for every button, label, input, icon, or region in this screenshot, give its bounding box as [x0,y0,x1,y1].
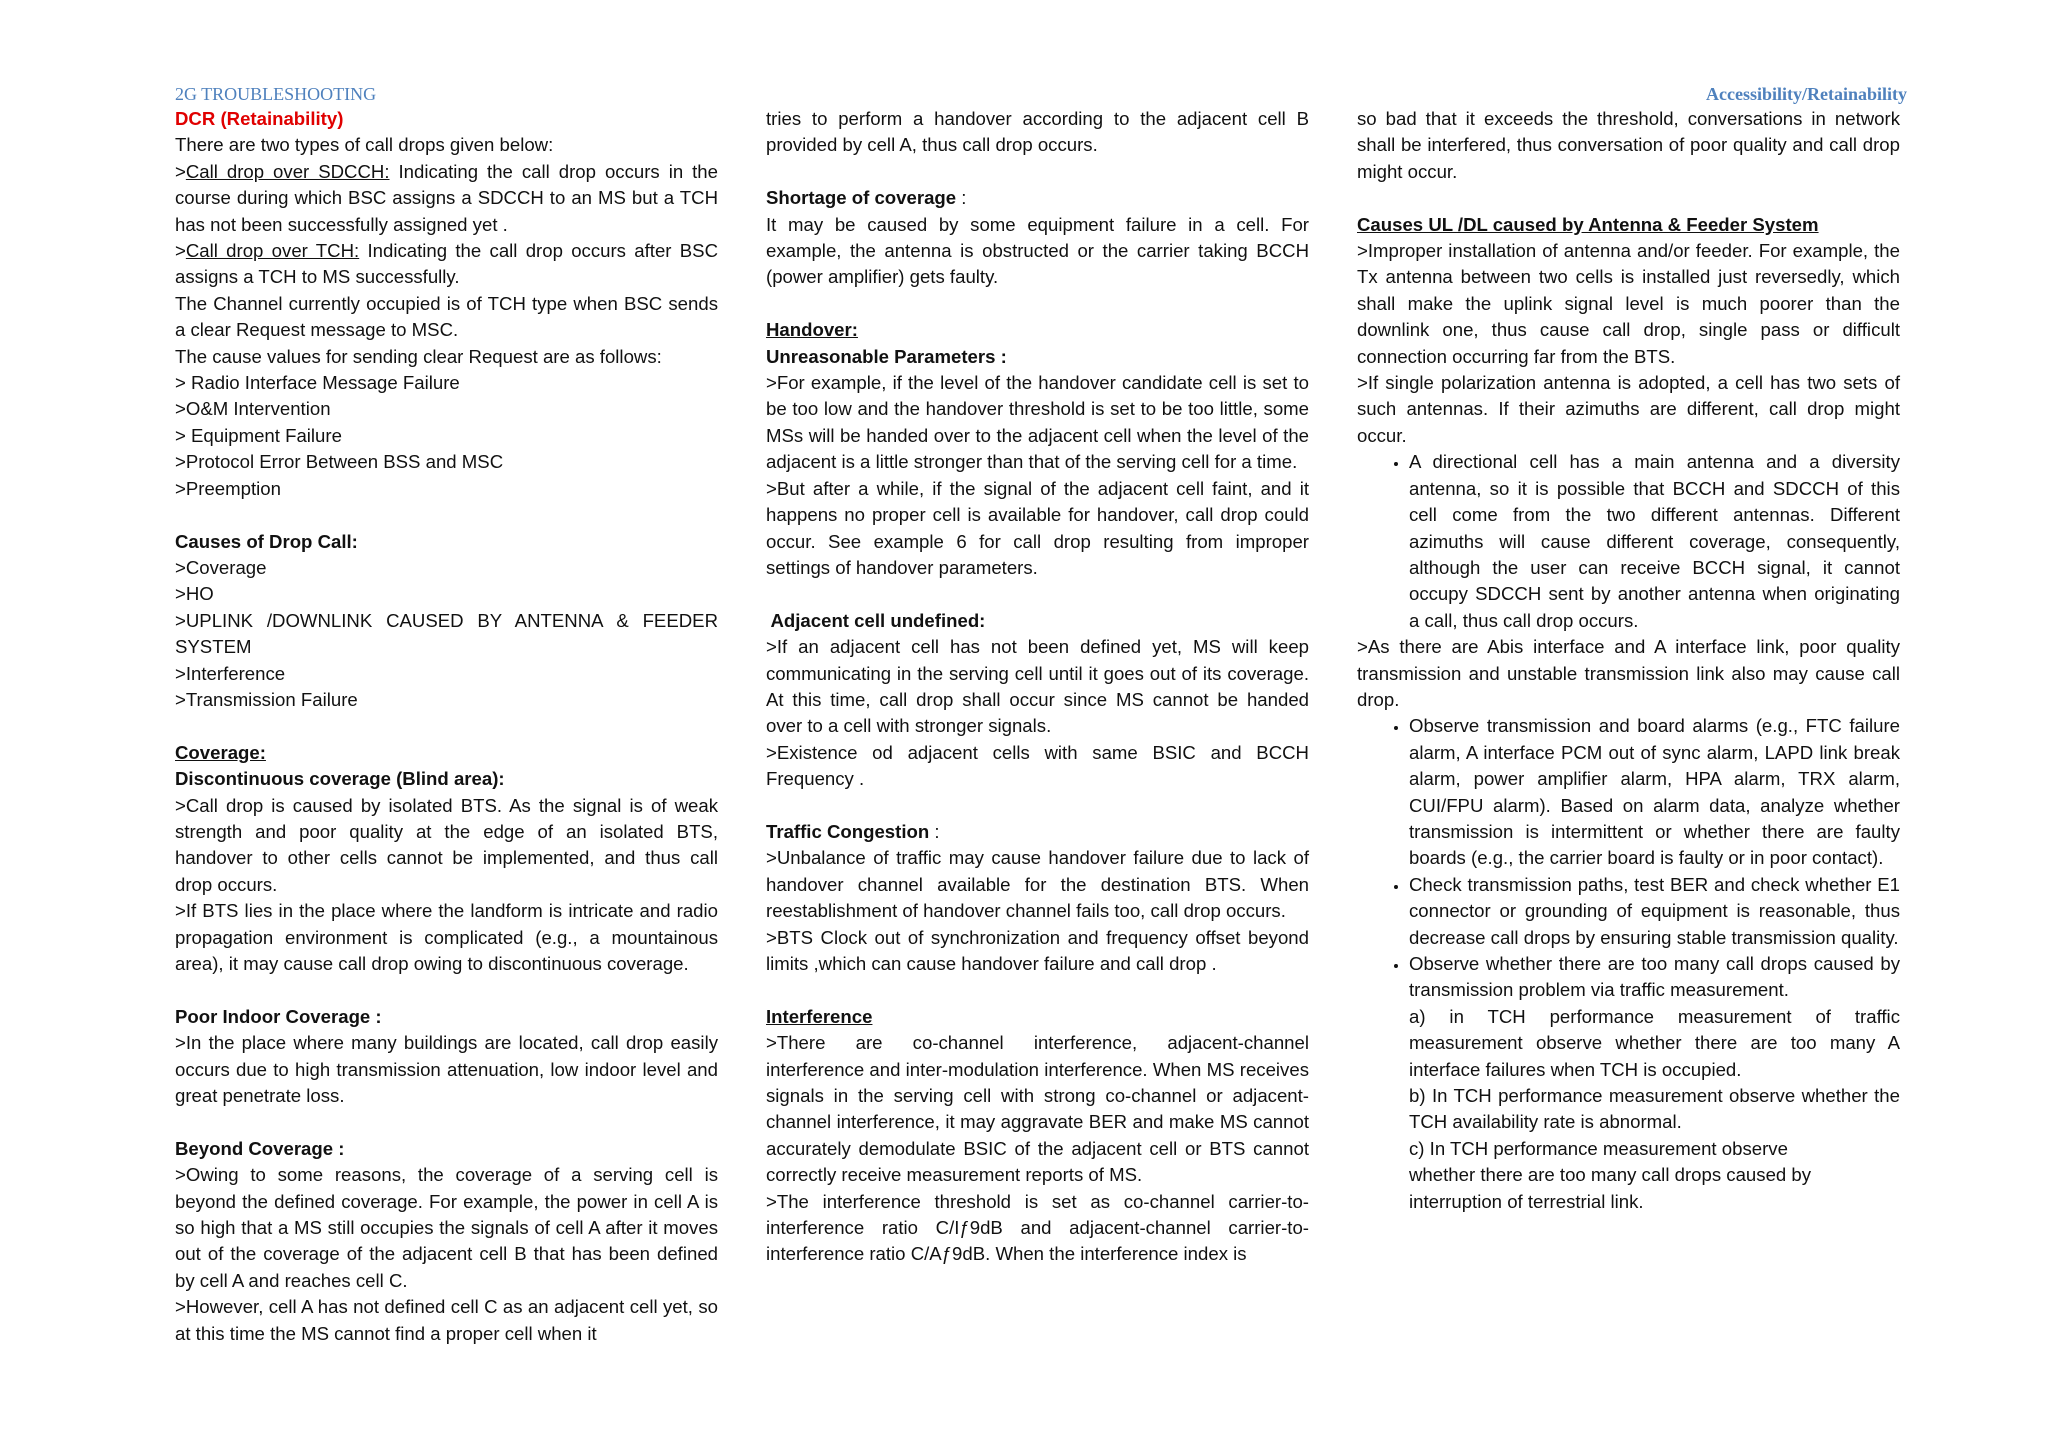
traffic-heading-line [766,819,1309,845]
drop-item: >UPLINK /DOWNLINK CAUSED BY ANTENNA & FEEDER SYSTEM [175,609,718,658]
unreasonable-paragraph-1: >For example, if the level of the handover candidate cell is set to be too low and the handover threshold is set to be too little, some MSs will be handed over to the adjacent cell when the level of the adjacent is a little stronger than that of the serving cell for a time. [766,372,1309,473]
cause-values-paragraph: The cause values for sending clear Request are as follows: [175,345,662,367]
spacer [1357,185,1900,211]
discontinuous-paragraph-1: >Call drop is caused by isolated BTS. As the signal is of weak strength and poor quality at the edge of an isolated BTS, handover to other cells cannot be implemented, and thus call drop occurs. [175,794,718,895]
section-title: DCR (Retainability) [175,108,344,129]
spacer [766,977,1309,1003]
bullet-item: • Observe transmission and board alarms (e.g., FTC failure alarm, A interface PCM out of sync alarm, LAPD link break alarm, power amplifier alarm, HPA alarm, TRX alarm, CUI/FPU alarm). Based on alarm data, analyze whether transmission is intermittent or whether there are faulty boards (e.g., the carrier board is faulty or in poor contact). [1409,713,1900,871]
beyond-heading: Beyond Coverage : [175,1137,345,1159]
interference-paragraph-1: >There are co-channel interference, adjacent-channel interference and inter-modulation interference. When MS receives signals in the serving cell with strong co-channel or adjacent-channel interference, it may aggravate BER and make MS cannot accurately demodulate BSIC of the adjacent cell or BTS cannot correctly receive measurement reports of MS. [766,1032,1309,1186]
cause-item: >Protocol Error Between BSS and MSC [175,451,504,473]
drop-item: >Interference [175,662,286,684]
tch-text: Indicating the call drop occurs after BSC assigns a TCH to MS successfully. [175,240,718,288]
antenna-heading: Causes UL /DL caused by Antenna & Feeder System [1357,213,1819,235]
bullet-item: • A directional cell has a main antenna and a diversity antenna, so it is possible that BCCH and SDCCH of this cell come from the two different antennas. Different azimuths will cause different coverage, consequently, although the user can receive BCCH signal, it cannot occupy SDCCH sent by another antenna when originating a call, thus call drop occurs. [1409,449,1900,634]
column-1 [175,106,718,1347]
cause-item: > Radio Interface Message Failure [175,372,460,394]
indoor-paragraph: >In the place where many buildings are located, call drop easily occurs due to high transmission attenuation, low indoor level and great penetrate loss. [175,1032,718,1107]
spacer [175,977,718,1003]
drop-item: >Transmission Failure [175,688,358,710]
traffic-paragraph-1: >Unbalance of traffic may cause handover failure due to lack of handover channel available for the destination BTS. When reestablishment of handover channel fails too, call drop occurs. [766,847,1309,922]
unreasonable-paragraph-2: >But after a while, if the signal of the adjacent cell faint, and it happens no proper cell is available for handover, call drop could occur. See example 6 for call drop resulting from improper settings of handover parameters. [766,477,1309,578]
abis-paragraph: >As there are Abis interface and A interface link, poor quality transmission and unstable transmission link also may cause call drop. [1357,636,1900,710]
column-2 [766,106,1309,1268]
sdcch-text: Indicating the call drop occurs in the course during which BSC assigns a SDCCH to an MS but a TCH has not been successfully assigned yet . [175,160,718,235]
prefix: > [175,240,186,262]
bullet-list-1 [1357,449,1900,634]
spacer [766,159,1309,185]
traffic-heading: Traffic Congestion [766,820,930,842]
adjacent-paragraph-2: >Existence od adjacent cells with same BSIC and BCCH Frequency . [766,741,1309,790]
handover-heading: Handover: [766,319,858,341]
channel-paragraph: The Channel currently occupied is of TCH type when BSC sends a clear Request message to MSC. [175,292,718,341]
antenna-paragraph-1: >Improper installation of antenna and/or feeder. For example, the Tx antenna between two cells is installed just reversedly, which shall make the uplink signal level is much poorer than the downlink one, thus cause call drop, single pass or difficult connection occurring far from the BTS. [1357,240,1900,367]
bullet-text: Observe whether there are too many call drops caused by transmission problem via traffic measurement. [1409,953,1900,1001]
prefix: > [175,160,186,182]
sub-item-c-line1: c) In TCH performance measurement observe [1409,1137,1788,1159]
coverage-heading: Coverage: [175,741,266,763]
traffic-colon: : [929,820,940,842]
sub-item-a: a) in TCH performance measurement of traffic measurement observe whether there are too many A interface failures when TCH is occupied. [1409,1005,1900,1080]
sub-item-b: b) In TCH performance measurement observe whether the TCH availability rate is abnormal. [1409,1085,1900,1133]
beyond-paragraph-1: >Owing to some reasons, the coverage of a serving cell is beyond the defined coverage. For example, the power in cell A is so high that a MS still occupies the signals of cell A after it moves out of the coverage of the adjacent cell B that has been defined by cell A and reaches cell C. [175,1164,718,1291]
adjacent-paragraph-1: >If an adjacent cell has not been defined yet, MS will keep communicating in the serving cell until it goes out of its coverage. At this time, call drop shall occur since MS cannot be handed over to a cell with stronger signals. [766,636,1309,737]
spacer [766,291,1309,317]
causes-heading: Causes of Drop Call: [175,530,358,552]
tch-paragraph [175,238,718,291]
indoor-heading: Poor Indoor Coverage : [175,1005,382,1027]
bullet-item: • Check transmission paths, test BER and check whether E1 connector or grounding of equipment is reasonable, thus decrease call drops by ensuring stable transmission quality. [1409,872,1900,951]
sdcch-term: Call drop over SDCCH: [185,160,390,182]
header-right: Accessibility/Retainability [1706,84,1907,104]
continued-paragraph: so bad that it exceeds the threshold, conversations in network shall be interfered, thus conversation of poor quality and call drop might occur. [1357,108,1900,182]
interference-heading: Interference [766,1005,873,1027]
spacer [766,581,1309,607]
bullet-list-2 [1357,713,1900,1215]
adjacent-heading: Adjacent cell undefined: [766,609,986,631]
sdcch-paragraph [175,159,718,238]
shortage-heading: Shortage of coverage [766,187,957,209]
discontinuous-heading: Discontinuous coverage (Blind area): [175,768,505,790]
beyond-paragraph-2: >However, cell A has not defined cell C as an adjacent cell yet, so at this time the MS cannot find a proper cell when it [175,1296,718,1344]
drop-item: >Coverage [175,556,267,578]
drop-item: >HO [175,583,214,605]
header-left: 2G TROUBLESHOOTING [175,84,377,104]
unreasonable-heading: Unreasonable Parameters : [766,345,1007,367]
traffic-paragraph-2: >BTS Clock out of synchronization and frequency offset beyond limits ,which can cause handover failure and call drop . [766,926,1309,974]
antenna-paragraph-2: >If single polarization antenna is adopted, a cell has two sets of such antennas. If their azimuths are different, call drop might occur. [1357,372,1900,446]
cause-item: > Equipment Failure [175,424,342,446]
spacer [175,713,718,739]
spacer [766,793,1309,819]
sub-item-c-line2: whether there are too many call drops caused by interruption of terrestrial link. [1409,1164,1812,1212]
cause-item: >O&M Intervention [175,398,331,420]
tch-term: Call drop over TCH: [185,240,360,262]
continued-paragraph: tries to perform a handover according to the adjacent cell B provided by cell A, thus call drop occurs. [766,108,1309,156]
shortage-heading-line [766,185,1309,211]
discontinuous-paragraph-2: >If BTS lies in the place where the landform is intricate and radio propagation environment is complicated (e.g., a mountainous area), it may cause call drop owing to discontinuous coverage. [175,900,718,974]
spacer [175,1109,718,1135]
bullet-item [1409,951,1900,1215]
shortage-paragraph: It may be caused by some equipment failure in a cell. For example, the antenna is obstructed or the carrier taking BCCH (power amplifier) gets faulty. [766,213,1309,288]
interference-paragraph-2: >The interference threshold is set as co-channel carrier-to-interference ratio C/Iƒ9dB and adjacent-channel carrier-to-interference ratio C/Aƒ9dB. When the interference index is [766,1190,1309,1265]
column-3 [1357,106,1900,1215]
cause-item: >Preemption [175,477,281,499]
shortage-colon: : [956,187,967,209]
spacer [175,502,718,528]
intro-text: There are two types of call drops given below: [175,134,554,156]
